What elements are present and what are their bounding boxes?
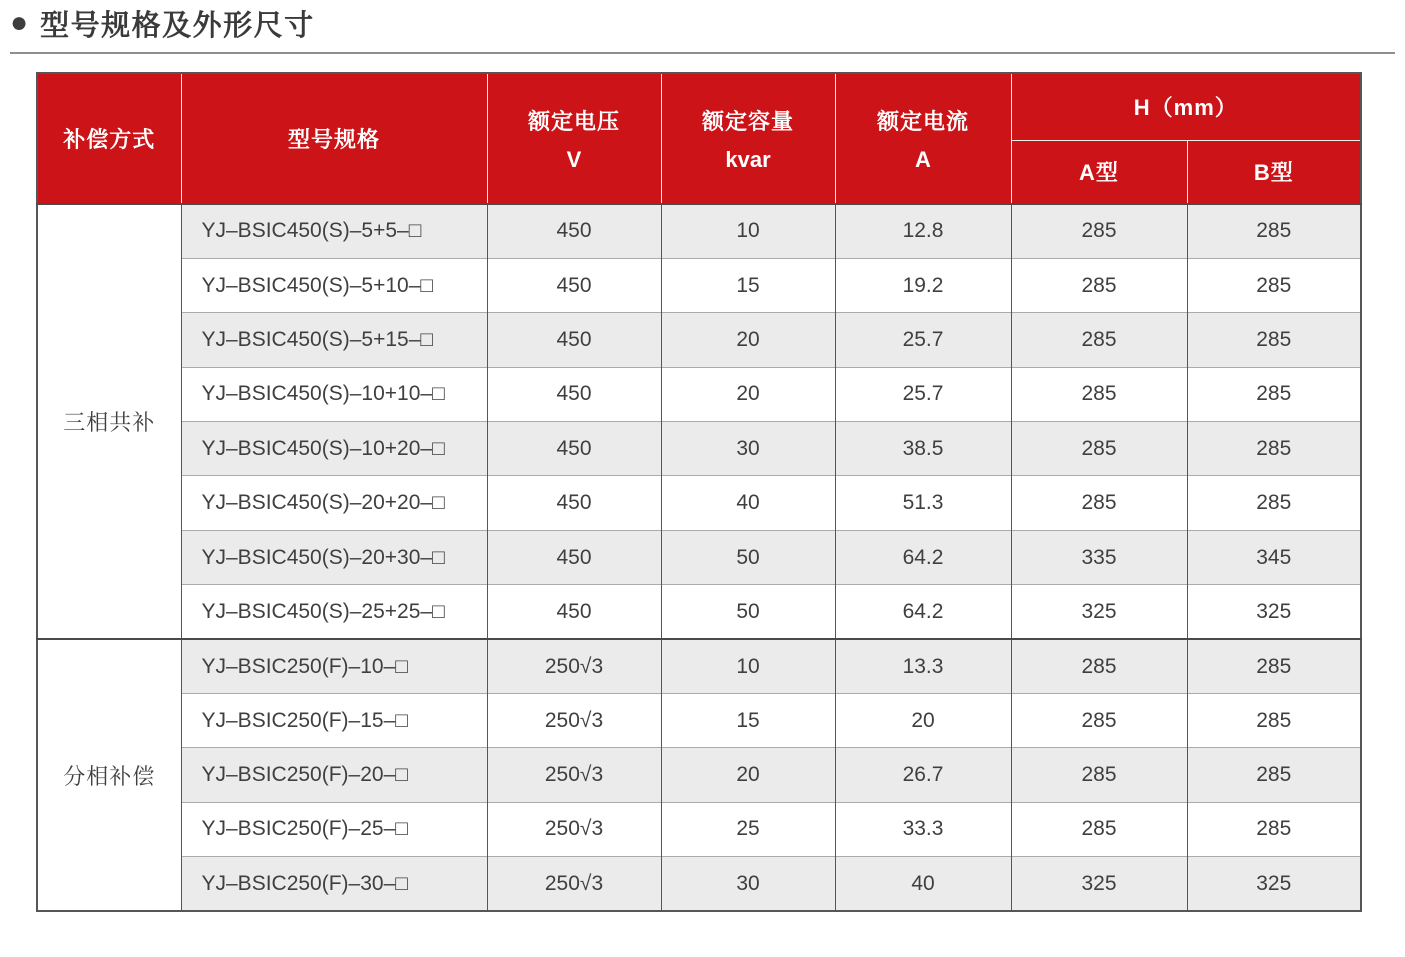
rated-current-cell: 25.7 (835, 313, 1011, 367)
model-cell: YJ–BSIC450(S)–5+10–□ (181, 258, 487, 312)
table-row (37, 694, 1361, 748)
model-cell: YJ–BSIC450(S)–10+10–□ (181, 367, 487, 421)
rated-voltage-label: 额定电压 (527, 108, 620, 134)
height-a-cell: 325 (1011, 857, 1187, 911)
bullet-icon: ● (10, 6, 29, 39)
height-b-cell: 285 (1187, 639, 1361, 693)
rated-voltage-cell: 250√3 (487, 639, 661, 693)
col-header-height-type-a: A型 (1011, 140, 1187, 204)
rated-capacity-cell: 30 (661, 422, 835, 476)
height-a-cell: 285 (1011, 476, 1187, 530)
group-label: 分相补偿 (37, 639, 181, 911)
model-cell: YJ–BSIC450(S)–10+20–□ (181, 422, 487, 476)
rated-capacity-cell: 30 (661, 857, 835, 911)
rated-voltage-cell: 450 (487, 367, 661, 421)
model-cell: YJ–BSIC250(F)–15–□ (181, 694, 487, 748)
col-header-rated-voltage (487, 73, 661, 204)
height-a-cell: 335 (1011, 530, 1187, 584)
rated-voltage-cell: 450 (487, 313, 661, 367)
rated-current-cell: 25.7 (835, 367, 1011, 421)
rated-voltage-cell: 250√3 (487, 748, 661, 802)
height-b-cell: 285 (1187, 313, 1361, 367)
col-header-compensation: 补偿方式 (37, 73, 181, 204)
table-body (37, 204, 1361, 911)
rated-voltage-cell: 250√3 (487, 857, 661, 911)
height-b-cell: 285 (1187, 476, 1361, 530)
rated-voltage-cell: 450 (487, 530, 661, 584)
height-a-cell: 285 (1011, 802, 1187, 856)
rated-voltage-cell: 450 (487, 585, 661, 639)
rated-capacity-cell: 10 (661, 204, 835, 258)
table-row (37, 748, 1361, 802)
rated-current-cell: 12.8 (835, 204, 1011, 258)
spec-table (36, 72, 1362, 912)
col-header-rated-current (835, 73, 1011, 204)
height-b-cell: 285 (1187, 258, 1361, 312)
height-b-cell: 285 (1187, 422, 1361, 476)
col-header-height-group: H（mm） (1011, 73, 1361, 140)
col-header-model: 型号规格 (181, 73, 487, 204)
model-cell: YJ–BSIC450(S)–20+30–□ (181, 530, 487, 584)
model-cell: YJ–BSIC250(F)–20–□ (181, 748, 487, 802)
height-a-cell: 285 (1011, 204, 1187, 258)
rated-capacity-cell: 10 (661, 639, 835, 693)
model-cell: YJ–BSIC450(S)–20+20–□ (181, 476, 487, 530)
height-b-cell: 285 (1187, 694, 1361, 748)
table-header (37, 73, 1361, 204)
col-header-height-type-b: B型 (1187, 140, 1361, 204)
rated-current-cell: 38.5 (835, 422, 1011, 476)
rated-current-cell: 33.3 (835, 802, 1011, 856)
rated-capacity-unit: kvar (725, 146, 771, 172)
height-b-cell: 325 (1187, 857, 1361, 911)
table-row (37, 476, 1361, 530)
table-row (37, 585, 1361, 639)
title-divider (10, 52, 1395, 54)
rated-current-cell: 20 (835, 694, 1011, 748)
model-cell: YJ–BSIC250(F)–25–□ (181, 802, 487, 856)
model-cell: YJ–BSIC250(F)–30–□ (181, 857, 487, 911)
table-row (37, 204, 1361, 258)
rated-capacity-cell: 40 (661, 476, 835, 530)
table-row (37, 313, 1361, 367)
rated-voltage-cell: 250√3 (487, 802, 661, 856)
table-row (37, 857, 1361, 911)
height-a-cell: 285 (1011, 748, 1187, 802)
rated-capacity-cell: 50 (661, 585, 835, 639)
rated-capacity-cell: 15 (661, 258, 835, 312)
rated-current-cell: 19.2 (835, 258, 1011, 312)
height-a-cell: 285 (1011, 313, 1187, 367)
rated-voltage-cell: 450 (487, 422, 661, 476)
rated-capacity-cell: 50 (661, 530, 835, 584)
height-a-cell: 285 (1011, 367, 1187, 421)
height-b-cell: 285 (1187, 802, 1361, 856)
rated-capacity-cell: 20 (661, 748, 835, 802)
height-b-cell: 345 (1187, 530, 1361, 584)
rated-capacity-cell: 20 (661, 313, 835, 367)
page-title: 型号规格及外形尺寸 (40, 9, 315, 42)
rated-current-cell: 40 (835, 857, 1011, 911)
model-cell: YJ–BSIC450(S)–5+5–□ (181, 204, 487, 258)
rated-voltage-cell: 450 (487, 204, 661, 258)
rated-voltage-cell: 450 (487, 476, 661, 530)
table-row (37, 258, 1361, 312)
rated-capacity-cell: 15 (661, 694, 835, 748)
height-b-cell: 285 (1187, 367, 1361, 421)
table-row (37, 802, 1361, 856)
table-row (37, 639, 1361, 693)
height-a-cell: 325 (1011, 585, 1187, 639)
height-a-cell: 285 (1011, 639, 1187, 693)
rated-capacity-cell: 20 (661, 367, 835, 421)
section-title-row (0, 0, 1405, 40)
model-cell: YJ–BSIC450(S)–25+25–□ (181, 585, 487, 639)
rated-voltage-cell: 250√3 (487, 694, 661, 748)
rated-current-label: 额定电流 (876, 108, 969, 134)
height-b-cell: 285 (1187, 204, 1361, 258)
table-row (37, 530, 1361, 584)
height-a-cell: 285 (1011, 694, 1187, 748)
rated-current-cell: 64.2 (835, 585, 1011, 639)
rated-capacity-label: 额定容量 (701, 108, 794, 134)
rated-current-unit: A (915, 146, 931, 172)
rated-current-cell: 51.3 (835, 476, 1011, 530)
rated-capacity-cell: 25 (661, 802, 835, 856)
model-cell: YJ–BSIC450(S)–5+15–□ (181, 313, 487, 367)
rated-current-cell: 64.2 (835, 530, 1011, 584)
rated-current-cell: 26.7 (835, 748, 1011, 802)
height-b-cell: 325 (1187, 585, 1361, 639)
height-a-cell: 285 (1011, 258, 1187, 312)
col-header-rated-capacity (661, 73, 835, 204)
table-row (37, 422, 1361, 476)
rated-voltage-unit: V (566, 146, 582, 172)
rated-current-cell: 13.3 (835, 639, 1011, 693)
height-a-cell: 285 (1011, 422, 1187, 476)
table-row (37, 367, 1361, 421)
height-b-cell: 285 (1187, 748, 1361, 802)
model-cell: YJ–BSIC250(F)–10–□ (181, 639, 487, 693)
rated-voltage-cell: 450 (487, 258, 661, 312)
group-label: 三相共补 (37, 204, 181, 639)
